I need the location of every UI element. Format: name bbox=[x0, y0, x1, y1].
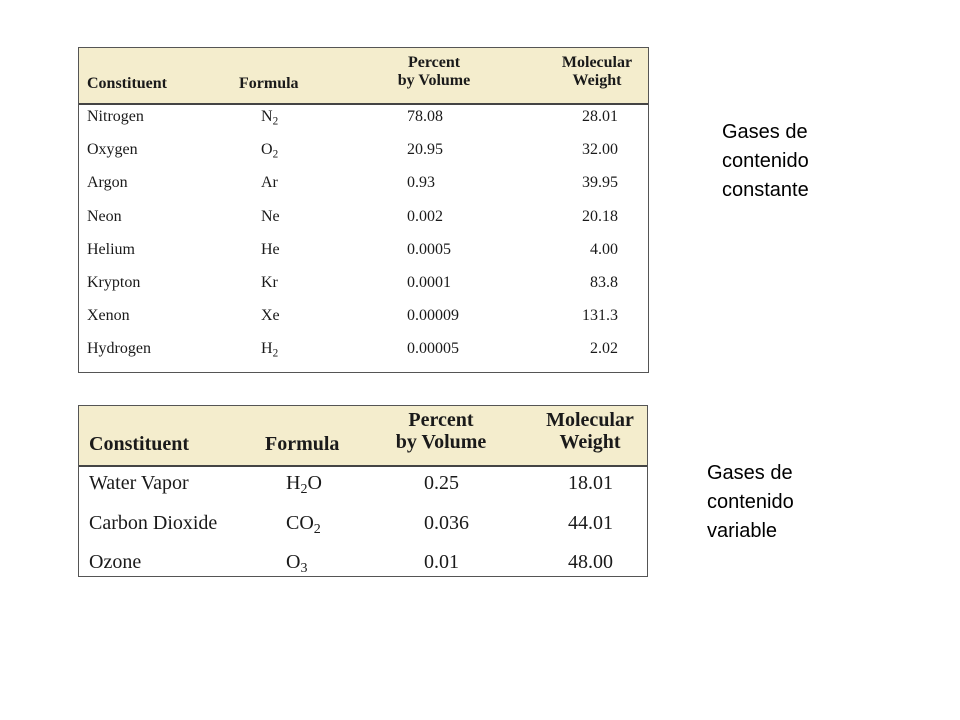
header-percent bbox=[385, 409, 497, 454]
note-constant-gases bbox=[722, 118, 809, 205]
cell-formula bbox=[261, 108, 278, 126]
header-percent-line1: Percent bbox=[407, 54, 461, 71]
cell-percent: 0.00005 bbox=[407, 340, 459, 358]
formula-subscript: 2 bbox=[272, 115, 279, 128]
cell-formula bbox=[286, 551, 308, 577]
cell-percent: 0.002 bbox=[407, 207, 443, 225]
note-line: constante bbox=[722, 179, 809, 201]
formula-base: CO bbox=[286, 511, 314, 534]
cell-weight: 44.01 bbox=[568, 511, 613, 534]
formula-base: Ne bbox=[261, 207, 280, 225]
cell-percent: 0.01 bbox=[424, 551, 459, 573]
cell-percent: 78.08 bbox=[407, 108, 443, 125]
cell-weight: 28.01 bbox=[582, 108, 618, 125]
variable-gases-table bbox=[78, 405, 648, 577]
cell-weight: 131.3 bbox=[582, 307, 618, 325]
cell-percent: 0.25 bbox=[424, 472, 459, 494]
cell-percent: 20.95 bbox=[407, 141, 443, 159]
formula-base: Kr bbox=[261, 274, 278, 291]
header-weight bbox=[535, 409, 645, 454]
header-weight-line2: Weight bbox=[572, 71, 622, 89]
formula-base: O bbox=[261, 141, 273, 159]
table-header bbox=[79, 406, 647, 467]
cell-constituent: Nitrogen bbox=[87, 108, 144, 125]
cell-constituent: Helium bbox=[87, 240, 135, 258]
header-weight-line1: Molecular bbox=[546, 409, 634, 431]
cell-percent: 0.036 bbox=[424, 511, 469, 534]
formula-base: O bbox=[286, 551, 301, 573]
header-formula: Formula bbox=[265, 433, 340, 455]
cell-constituent: Xenon bbox=[87, 307, 130, 325]
formula-base: Xe bbox=[261, 307, 280, 325]
header-percent bbox=[379, 54, 489, 90]
cell-constituent: Ozone bbox=[89, 551, 142, 573]
cell-weight: 2.02 bbox=[590, 340, 618, 358]
cell-weight: 32.00 bbox=[582, 141, 618, 159]
cell-weight: 4.00 bbox=[590, 240, 618, 258]
formula-subscript: 2 bbox=[272, 347, 279, 360]
cell-percent: 0.93 bbox=[407, 174, 435, 192]
formula-subscript: 2 bbox=[272, 148, 279, 161]
header-percent-line1: Percent bbox=[408, 409, 474, 431]
note-line: contenido bbox=[707, 491, 794, 513]
note-line: Gases de bbox=[722, 121, 808, 143]
cell-weight: 18.01 bbox=[568, 472, 613, 494]
formula-subscript: 3 bbox=[300, 561, 308, 577]
cell-weight: 20.18 bbox=[582, 207, 618, 225]
cell-constituent: Hydrogen bbox=[87, 340, 151, 358]
cell-weight: 39.95 bbox=[582, 174, 618, 192]
header-percent-line2: by Volume bbox=[397, 71, 471, 89]
header-formula: Formula bbox=[239, 75, 299, 92]
header-percent-line2: by Volume bbox=[395, 431, 487, 454]
cell-weight: 83.8 bbox=[590, 274, 618, 291]
cell-formula bbox=[261, 208, 280, 226]
cell-constituent: Krypton bbox=[87, 274, 141, 291]
constant-gases-table bbox=[78, 47, 649, 373]
header-weight-line2: Weight bbox=[559, 431, 621, 454]
cell-percent: 0.0001 bbox=[407, 274, 451, 291]
cell-formula bbox=[261, 141, 278, 159]
header-weight-line1: Molecular bbox=[561, 54, 633, 71]
formula-base: H bbox=[286, 472, 301, 494]
cell-formula bbox=[286, 472, 322, 498]
formula-base: H bbox=[261, 340, 273, 358]
cell-constituent: Water Vapor bbox=[89, 472, 189, 494]
table-header bbox=[79, 48, 648, 105]
cell-constituent: Oxygen bbox=[87, 141, 138, 159]
formula-base: N bbox=[261, 108, 273, 125]
formula-base: Ar bbox=[261, 174, 278, 192]
header-constituent: Constituent bbox=[87, 75, 168, 92]
cell-percent: 0.00009 bbox=[407, 307, 459, 325]
cell-formula bbox=[261, 241, 280, 259]
note-line: variable bbox=[707, 520, 778, 542]
cell-formula bbox=[286, 512, 321, 535]
cell-constituent: Neon bbox=[87, 207, 122, 225]
formula-subscript: 2 bbox=[300, 482, 308, 498]
formula-tail: O bbox=[307, 472, 322, 494]
cell-formula bbox=[261, 307, 280, 325]
note-line: contenido bbox=[722, 150, 809, 172]
formula-subscript: 2 bbox=[313, 521, 321, 537]
formula-base: He bbox=[261, 240, 280, 258]
note-variable-gases bbox=[707, 459, 794, 546]
cell-formula bbox=[261, 340, 278, 358]
cell-constituent: Carbon Dioxide bbox=[89, 511, 218, 534]
cell-percent: 0.0005 bbox=[407, 240, 451, 258]
cell-weight: 48.00 bbox=[568, 551, 613, 573]
cell-constituent: Argon bbox=[87, 174, 128, 192]
cell-formula bbox=[261, 274, 278, 292]
header-constituent: Constituent bbox=[89, 433, 190, 455]
cell-formula bbox=[261, 174, 278, 192]
note-line: Gases de bbox=[707, 462, 793, 484]
header-weight bbox=[549, 54, 645, 90]
